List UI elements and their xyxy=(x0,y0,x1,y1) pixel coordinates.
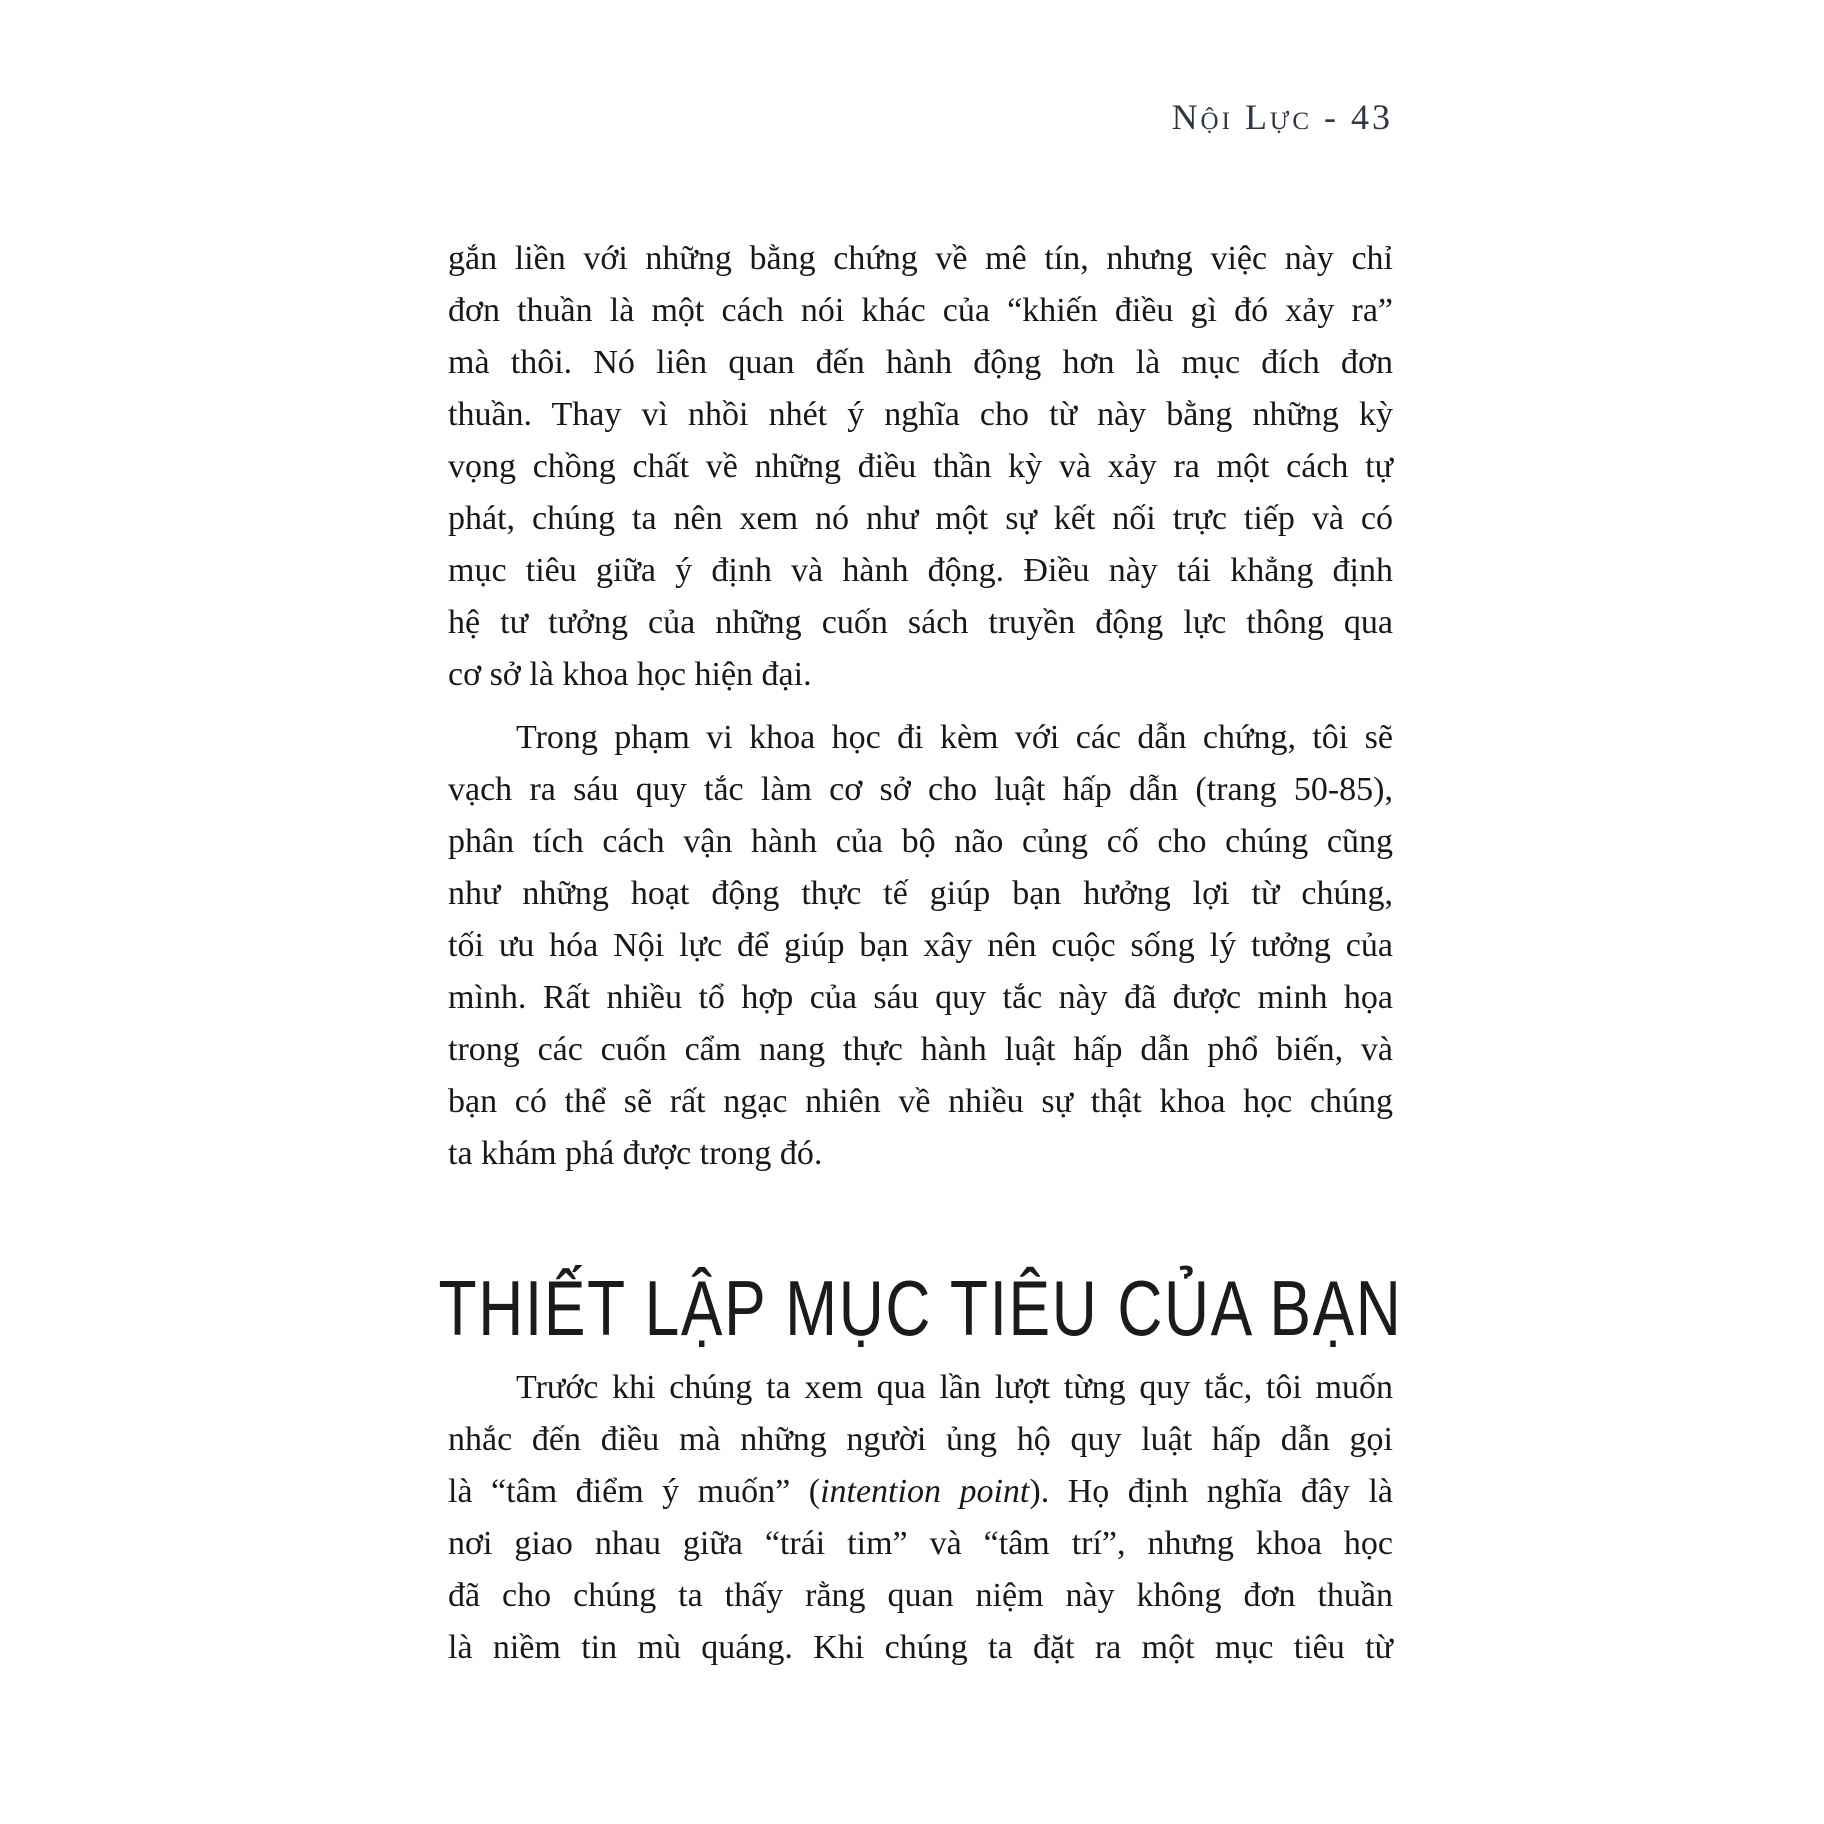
text-segment: là “tâm điểm ý muốn” ( xyxy=(448,1473,821,1510)
text-line: vọng chồng chất về những điều thần kỳ và xảy ra một cách tự xyxy=(448,448,1393,485)
text-line: hệ tư tưởng của những cuốn sách truyền động lực thông qua xyxy=(448,604,1393,641)
section-heading: THIẾT LẬP MỤC TIÊU CỦA BẠN xyxy=(438,1264,1403,1352)
text-line: Trước khi chúng ta xem qua lần lượt từng quy tắc, tôi muốn xyxy=(516,1369,1393,1406)
text-line: nhắc đến điều mà những người ủng hộ quy luật hấp dẫn gọi xyxy=(448,1421,1393,1458)
text-line: như những hoạt động thực tế giúp bạn hưởng lợi từ chúng, xyxy=(448,875,1393,912)
text-line xyxy=(448,1466,1393,1518)
text-line: phân tích cách vận hành của bộ não củng cố cho chúng cũng xyxy=(448,823,1393,860)
paragraph xyxy=(448,712,1393,1180)
running-header-page-number: Nội Lực - 43 xyxy=(1171,97,1393,137)
text-line: gắn liền với những bằng chứng về mê tín, nhưng việc này chỉ xyxy=(448,240,1393,277)
text-line: thuần. Thay vì nhồi nhét ý nghĩa cho từ này bằng những kỳ xyxy=(448,396,1393,433)
text-line: vạch ra sáu quy tắc làm cơ sở cho luật hấp dẫn (trang 50-85), xyxy=(448,771,1393,808)
text-line: cơ sở là khoa học hiện đại. xyxy=(448,656,812,693)
text-segment: ). Họ định nghĩa đây là xyxy=(1029,1473,1393,1510)
page-text-column xyxy=(438,0,1403,1674)
text-line: phát, chúng ta nên xem nó như một sự kết nối trực tiếp và có xyxy=(448,500,1393,537)
text-line: mục tiêu giữa ý định và hành động. Điều này tái khẳng định xyxy=(448,552,1393,589)
text-line: mình. Rất nhiều tổ hợp của sáu quy tắc này đã được minh họa xyxy=(448,979,1393,1016)
italic-term: intention point xyxy=(820,1473,1030,1510)
text-line: đơn thuần là một cách nói khác của “khiến điều gì đó xảy ra” xyxy=(448,292,1393,329)
text-line: trong các cuốn cẩm nang thực hành luật hấp dẫn phổ biến, và xyxy=(448,1031,1393,1068)
paragraph xyxy=(448,1362,1393,1674)
text-line: tối ưu hóa Nội lực để giúp bạn xây nên cuộc sống lý tưởng của xyxy=(448,927,1393,964)
paragraph xyxy=(448,233,1393,701)
text-line: Trong phạm vi khoa học đi kèm với các dẫn chứng, tôi sẽ xyxy=(516,719,1393,756)
text-line: đã cho chúng ta thấy rằng quan niệm này không đơn thuần xyxy=(448,1577,1393,1614)
text-line: nơi giao nhau giữa “trái tim” và “tâm trí”, nhưng khoa học xyxy=(448,1525,1393,1562)
text-line: bạn có thể sẽ rất ngạc nhiên về nhiều sự thật khoa học chúng xyxy=(448,1083,1393,1120)
text-line: ta khám phá được trong đó. xyxy=(448,1135,823,1172)
text-line: là niềm tin mù quáng. Khi chúng ta đặt ra một mục tiêu từ xyxy=(448,1629,1393,1666)
text-line: mà thôi. Nó liên quan đến hành động hơn là mục đích đơn xyxy=(448,344,1393,381)
